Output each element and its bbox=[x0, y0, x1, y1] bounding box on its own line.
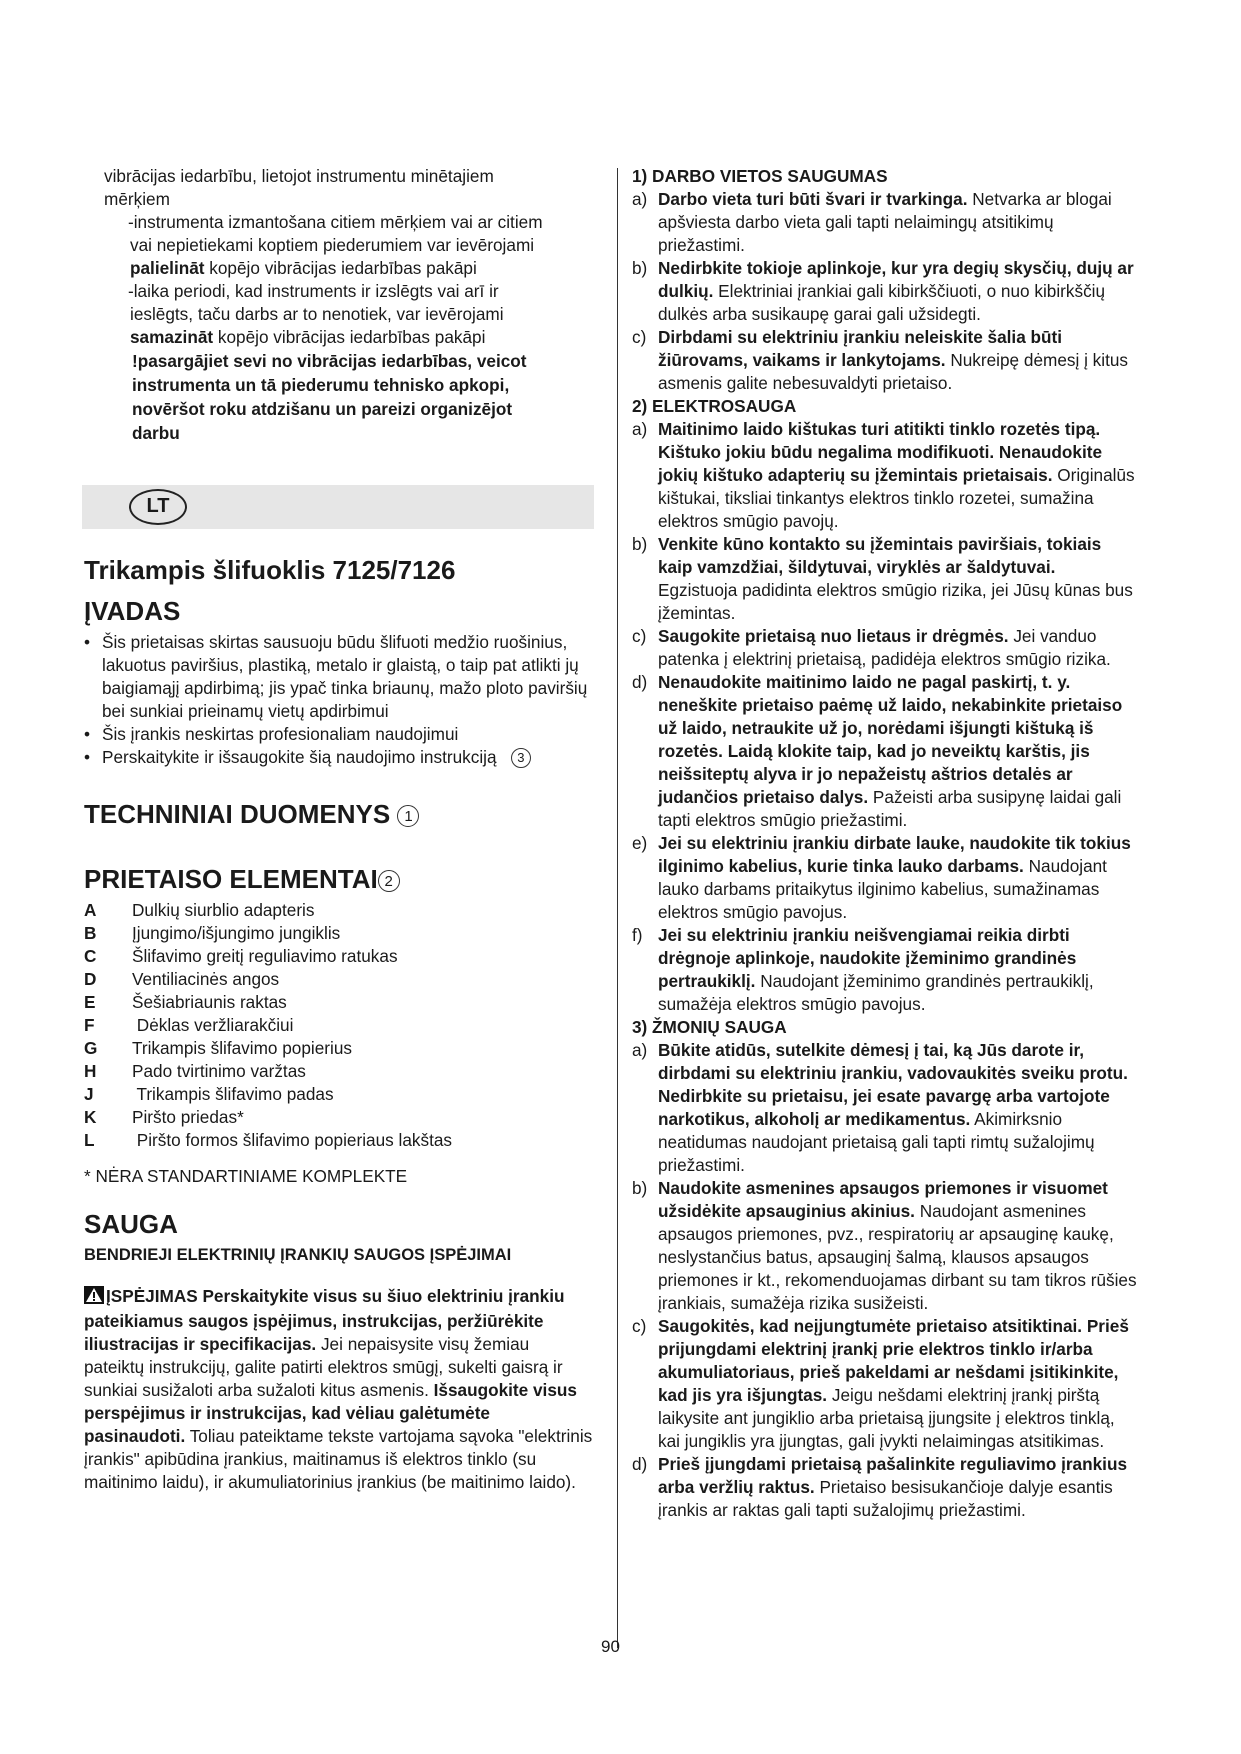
element-key: F bbox=[84, 1015, 95, 1035]
warning-text-1: Jei nepaisysite visų žemiau pateiktų instrukcijų, galite patirti elektros smūgį, sukelti gaisrą ir sunkiai susižaloti arba sužaloti kitus asmenis. bbox=[84, 1334, 563, 1400]
element-key: J bbox=[84, 1084, 94, 1104]
item-bold: Nedirbkite tokioje aplinkoje, kur yra degių skysčių, dujų ar dulkių. bbox=[658, 258, 1134, 301]
warning-text-2: Toliau pateiktame tekste vartojama sąvoka "elektrinis įrankis" apibūdina įrankius, maitinamus iš elektros tinklo (su maitinimo laidu), ir akumuliatorinius įrankius (be maitinimo laido). bbox=[84, 1426, 593, 1492]
tech-data-heading-text: TECHNINIAI DUOMENYS bbox=[84, 799, 391, 829]
item-bold: Saugokite prietaisą nuo lietaus ir drėgmės. bbox=[658, 626, 1009, 646]
general-warning bbox=[84, 1285, 594, 1494]
element-row bbox=[84, 1014, 594, 1037]
element-key: D bbox=[84, 969, 97, 989]
safety-item bbox=[632, 418, 1137, 533]
element-row bbox=[84, 922, 594, 945]
item-label: a) bbox=[632, 189, 648, 209]
footnote: * NĖRA STANDARTINIAME KOMPLEKTE bbox=[84, 1166, 408, 1186]
safety-item bbox=[632, 326, 1137, 395]
element-label: Įjungimo/išjungimo jungiklis bbox=[132, 923, 341, 943]
item-label: a) bbox=[632, 1040, 648, 1060]
item-text: Originalūs kištukai, tiksliai tinkantys elektros tinklo rozetei, sumažina elektros smūgio pavojų. bbox=[658, 465, 1135, 531]
page-number: 90 bbox=[601, 1637, 620, 1656]
item-text: Naudojant asmenines apsaugos priemones, pvz., respiratorių ar apsauginę kaukę, neslystančius batus, apsauginį šalmą, klausos apsaugos priemones ir kt., rekomenduojamas dirbant su tam tikros rūšies įrankiais, sumažėja rizika susižeisti. bbox=[658, 1201, 1137, 1313]
safety-item bbox=[632, 188, 1137, 257]
dash1-bold: palielināt bbox=[130, 258, 205, 278]
dash1-line-3 bbox=[84, 257, 594, 280]
bullet-3-text: Perskaitykite ir išsaugokite šią naudojimo instrukciją bbox=[102, 747, 497, 767]
item-bold: Naudokite asmenines apsaugos priemones ir visuomet užsidėkite apsauginius akinius. bbox=[658, 1178, 1108, 1221]
warning-bold-2: Išsaugokite visus perspėjimus ir instrukcijas, kad vėliau galėtumėte pasinaudoti. bbox=[84, 1380, 577, 1446]
element-key: K bbox=[84, 1107, 97, 1127]
safety-item bbox=[632, 671, 1137, 832]
figure-ref-2: 2 bbox=[378, 870, 400, 892]
elements-heading bbox=[84, 864, 594, 895]
item-text: Prietaiso besisukančioje dalyje esantis įrankis ar raktas gali tapti sužalojimų priežastimi. bbox=[658, 1477, 1113, 1520]
section-heading: 1) DARBO VIETOS SAUGUMAS bbox=[632, 166, 888, 186]
dash1-line-2: vai nepietiekami koptiem piederumiem var ievērojami bbox=[130, 235, 535, 255]
item-text: Netvarka ar blogai apšviesta darbo vieta gali tapti nelaimingų atsitikimų priežastimi. bbox=[658, 189, 1112, 255]
element-row bbox=[84, 1037, 594, 1060]
section-heading: 2) ELEKTROSAUGA bbox=[632, 396, 797, 416]
element-row bbox=[84, 945, 594, 968]
item-label: e) bbox=[632, 833, 648, 853]
item-label: c) bbox=[632, 327, 647, 347]
element-label: Šešiabriaunis raktas bbox=[132, 992, 287, 1012]
item-bold: Venkite kūno kontakto su įžemintais paviršiais, tokiais kaip vamzdžiai, šildytuvai, viryklės ar šaldytuvai. bbox=[658, 534, 1102, 577]
item-label: f) bbox=[632, 925, 643, 945]
element-row bbox=[84, 1106, 594, 1129]
column-divider bbox=[617, 168, 618, 1648]
item-label: c) bbox=[632, 626, 647, 646]
elements-list bbox=[84, 899, 594, 1152]
item-label: b) bbox=[632, 1178, 648, 1198]
element-key: B bbox=[84, 923, 97, 943]
safety-item bbox=[632, 1315, 1137, 1453]
item-text: Naudojant lauko darbams pritaikytus ilginimo kabelius, sumažinamas elektros smūgio pavojus. bbox=[658, 856, 1107, 922]
item-label: b) bbox=[632, 534, 648, 554]
intro-heading: ĮVADAS bbox=[84, 596, 181, 626]
item-text: Egzistuoja padidinta elektros smūgio rizika, jei Jūsų kūnas bus įžemintas. bbox=[658, 580, 1133, 623]
warning-icon bbox=[84, 1286, 104, 1310]
safety-heading: SAUGA bbox=[84, 1209, 178, 1239]
element-row bbox=[84, 1060, 594, 1083]
item-label: a) bbox=[632, 419, 648, 439]
intro-line-1: vibrācijas iedarbību, lietojot instrumentu minētajiem bbox=[104, 166, 494, 186]
element-label: Pado tvirtinimo varžtas bbox=[132, 1061, 306, 1081]
tech-data-heading bbox=[84, 799, 594, 830]
product-title: Trikampis šlifuoklis 7125/7126 bbox=[84, 555, 456, 585]
dash1-end: kopējo vibrācijas iedarbības pakāpi bbox=[204, 258, 477, 278]
element-label: Trikampis šlifavimo padas bbox=[132, 1084, 334, 1104]
dash2-bold: samazināt bbox=[130, 327, 214, 347]
element-row bbox=[84, 991, 594, 1014]
element-row bbox=[84, 1129, 594, 1152]
element-key: G bbox=[84, 1038, 98, 1058]
element-key: A bbox=[84, 900, 97, 920]
dash2-line-2: ieslēgts, taču darbs ar to nenotiek, var ievērojami bbox=[130, 304, 504, 324]
figure-ref-3: 3 bbox=[511, 748, 531, 768]
element-label: Dėklas veržliarakčiui bbox=[132, 1015, 294, 1035]
item-label: d) bbox=[632, 1454, 648, 1474]
element-label: Dulkių siurblio adapteris bbox=[132, 900, 315, 920]
item-bold: Darbo vieta turi būti švari ir tvarkinga. bbox=[658, 189, 968, 209]
dash2-line-3 bbox=[84, 326, 594, 349]
element-row bbox=[84, 1083, 594, 1106]
bullet-1: • Šis prietaisas skirtas sausuoju būdu šlifuoti medžio ruošinius, lakuotus paviršius, plastiką, metalo ir glaistą, o taip pat atlikti jų baigiamąjį apdirbimą; jis ypač tinka briaunų, mažo ploto paviršių bei sunkiai prieinamų vietų apdirbimui bbox=[84, 631, 602, 723]
item-text: Jeigu nešdami elektrinį įrankį pirštą laikysite ant jungiklio arba prietaisą įjungsite į elektros tinklą, kai jungiklis yra įjungtas, gali įvykti nelaimingas atsitikimas. bbox=[658, 1385, 1115, 1451]
safety-item bbox=[632, 625, 1137, 671]
item-bold: Būkite atidūs, sutelkite dėmesį į tai, ką Jūs darote ir, dirbdami su elektriniu įrankiu, vadovaukitės sveiku protu. Nedirbkite su prietaisu, jei esate pavargę arba vartojote narkotikus, alkoholį ar medikamentus. bbox=[658, 1040, 1128, 1129]
safety-item bbox=[632, 1177, 1137, 1315]
language-badge: LT bbox=[129, 489, 187, 525]
element-row bbox=[84, 968, 594, 991]
safety-item bbox=[632, 1453, 1137, 1522]
element-row bbox=[84, 899, 594, 922]
bullet-2: • Šis įrankis neskirtas profesionaliam naudojimui bbox=[84, 723, 594, 746]
item-text: Elektriniai įrankiai gali kibirkščiuoti, o nuo kibirkščių dulkės arba susikaupę garai gali užsidegti. bbox=[658, 281, 1106, 324]
safety-item bbox=[632, 257, 1137, 326]
item-label: d) bbox=[632, 672, 648, 692]
safety-item bbox=[632, 1039, 1137, 1177]
item-label: c) bbox=[632, 1316, 647, 1336]
element-key: C bbox=[84, 946, 97, 966]
safety-item bbox=[632, 832, 1137, 924]
right-column bbox=[632, 165, 1137, 1522]
element-label: Piršto formos šlifavimo popieriaus lakštas bbox=[132, 1130, 452, 1150]
element-key: H bbox=[84, 1061, 97, 1081]
item-bold: Dirbdami su elektriniu įrankiu neleiskite šalia būti žiūrovams, vaikams ir lankytojams. bbox=[658, 327, 1063, 370]
item-bold: Jei su elektriniu įrankiu dirbate lauke, naudokite tik tokius ilginimo kabelius, kurie tinka lauko darbams. bbox=[658, 833, 1131, 876]
element-key: L bbox=[84, 1130, 95, 1150]
figure-ref-1: 1 bbox=[397, 805, 419, 827]
item-bold: Prieš įjungdami prietaisą pašalinkite reguliavimo įrankius arba veržlių raktus. bbox=[658, 1454, 1128, 1497]
item-bold: Nenaudokite maitinimo laido ne pagal paskirtį, t. y. neneškite prietaiso paėmę už laido, nekabinkite prietaiso už laido, netraukite už jo, norėdami išjungti kištuką iš rozetės. Laidą klokite taip, kad jo neveiktų karštis, jis neišsiteptų alyva ir jo nepažeistų aštrios detalės ar judančios prietaiso dalys. bbox=[658, 672, 1123, 807]
warning-bold-1: ĮSPĖJIMAS Perskaitykite visus su šiuo elektriniu įrankiu pateikiamus saugos įspėjimus, instrukcijas, peržiūrėkite iliustracijas ir specifikacijas. bbox=[84, 1286, 565, 1354]
element-label: Trikampis šlifavimo popierius bbox=[132, 1038, 352, 1058]
item-text: Jei vanduo patenka į elektrinį prietaisą, padidėja elektros smūgio rizika. bbox=[658, 626, 1111, 669]
bullet-3 bbox=[84, 746, 594, 769]
safety-subheading: BENDRIEJI ELEKTRINIŲ ĮRANKIŲ SAUGOS ĮSPĖJIMAI bbox=[84, 1246, 512, 1264]
section-heading: 3) ŽMONIŲ SAUGA bbox=[632, 1017, 787, 1037]
element-label: Šlifavimo greitį reguliavimo ratukas bbox=[132, 946, 398, 966]
dash2-line-1: -laika periodi, kad instruments ir izslēgts vai arī ir bbox=[128, 281, 499, 301]
item-bold: Maitinimo laido kištukas turi atitikti tinklo rozetės tipą. Kištuko jokiu būdu negalima modifikuoti. Nenaudokite jokių kištuko adapterių su įžemintais prietaisais. bbox=[658, 419, 1103, 485]
safety-item bbox=[632, 533, 1137, 625]
item-bold: Saugokitės, kad neįjungtumėte prietaiso atsitiktinai. Prieš prijungdami elektrinį įrankį prie elektros tinklo ir/arba akumuliatoriaus, prieš pakeldami ar nešdami įsitikinkite, kad jis yra išjungtas. bbox=[658, 1316, 1129, 1405]
dash1-line-1: -instrumenta izmantošana citiem mērķiem vai ar citiem bbox=[128, 212, 543, 232]
item-text: Akimirksnio neatidumas naudojant prietaisą gali tapti rimtų sužalojimų priežastimi. bbox=[658, 1109, 1095, 1175]
item-label: b) bbox=[632, 258, 648, 278]
elements-heading-text: PRIETAISO ELEMENTAI bbox=[84, 864, 378, 894]
language-bar bbox=[82, 485, 594, 529]
intro-line-2: mērķiem bbox=[104, 189, 170, 209]
vibration-warning: !pasargājiet sevi no vibrācijas iedarbības, veicot instrumenta un tā piederumu tehnisko apkopi, novēršot roku atdzišanu un pareizi organizējot darbu bbox=[132, 351, 527, 443]
element-label: Ventiliacinės angos bbox=[132, 969, 280, 989]
safety-item bbox=[632, 924, 1137, 1016]
element-label: Piršto priedas* bbox=[132, 1107, 244, 1127]
item-bold: Jei su elektriniu įrankiu neišvengiamai reikia dirbti drėgnoje aplinkoje, naudokite įžeminimo grandinės pertraukiklį. bbox=[658, 925, 1077, 991]
item-text: Nukreipę dėmesį į kitus asmenis galite nebesuvaldyti prietaiso. bbox=[658, 350, 1129, 393]
item-text: Naudojant įžeminimo grandinės pertraukiklį, sumažėja elektros smūgio pavojus. bbox=[658, 971, 1094, 1014]
left-column bbox=[84, 165, 594, 1494]
item-text: Pažeisti arba susipynę laidai gali tapti elektros smūgio priežastimi. bbox=[658, 787, 1122, 830]
element-key: E bbox=[84, 992, 96, 1012]
dash2-end: kopējo vibrācijas iedarbības pakāpi bbox=[213, 327, 486, 347]
